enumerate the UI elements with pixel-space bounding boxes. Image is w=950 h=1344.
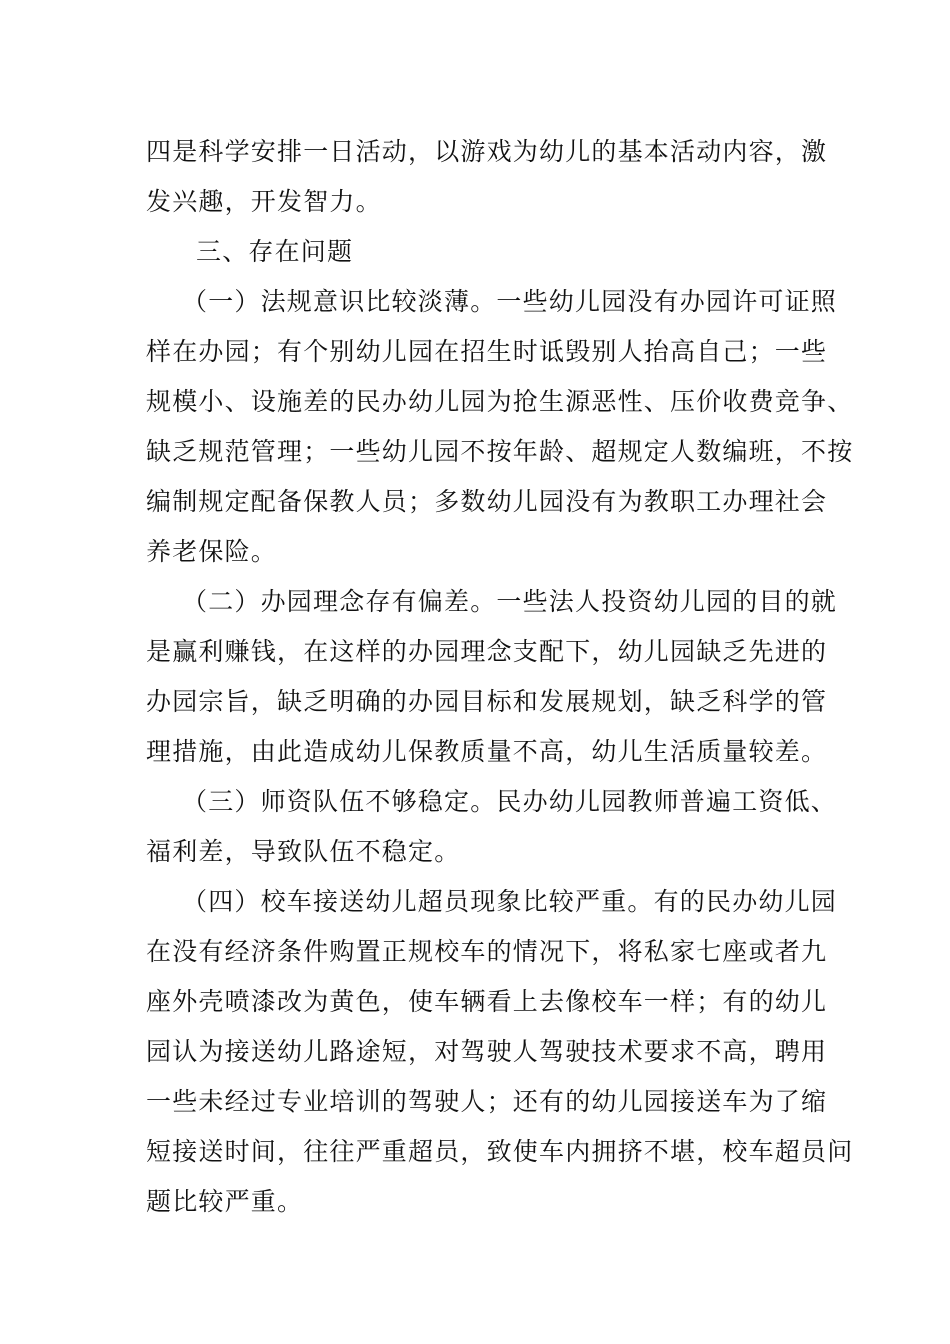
paragraph-line: （二）办园理念存有偏差。一些法人投资幼儿园的目的就 (182, 587, 838, 616)
paragraph-line: 福利差，导致队伍不稳定。 (146, 837, 461, 866)
section-heading: 三、存在问题 (196, 237, 354, 266)
paragraph-line: 在没有经济条件购置正规校车的情况下，将私家七座或者九 (146, 937, 828, 966)
paragraph-line: （四）校车接送幼儿超员现象比较严重。有的民办幼儿园 (182, 887, 838, 916)
paragraph-line: 规模小、设施差的民办幼儿园为抢生源恶性、压价收费竞争、 (146, 387, 854, 416)
paragraph-line: 样在办园；有个别幼儿园在招生时诋毁别人抬高自己；一些 (146, 337, 828, 366)
paragraph-line: 发兴趣，开发智力。 (146, 187, 382, 216)
paragraph-line: 一些未经过专业培训的驾驶人；还有的幼儿园接送车为了缩 (146, 1087, 828, 1116)
paragraph-line: 短接送时间，往往严重超员，致使车内拥挤不堪，校车超员问 (146, 1137, 854, 1166)
paragraph-line: 四是科学安排一日活动，以游戏为幼儿的基本活动内容，激 (146, 137, 828, 166)
paragraph-line: 缺乏规范管理；一些幼儿园不按年龄、超规定人数编班，不按 (146, 437, 854, 466)
paragraph-line: 题比较严重。 (146, 1187, 304, 1216)
paragraph-line: 办园宗旨，缺乏明确的办园目标和发展规划，缺乏科学的管 (146, 687, 828, 716)
paragraph-line: 座外壳喷漆改为黄色，使车辆看上去像校车一样；有的幼儿 (146, 987, 828, 1016)
paragraph-line: 理措施，由此造成幼儿保教质量不高，幼儿生活质量较差。 (146, 737, 828, 766)
paragraph-line: （一）法规意识比较淡薄。一些幼儿园没有办园许可证照 (182, 287, 838, 316)
paragraph-line: （三）师资队伍不够稳定。民办幼儿园教师普遍工资低、 (182, 787, 838, 816)
paragraph-line: 编制规定配备保教人员；多数幼儿园没有为教职工办理社会 (146, 487, 828, 516)
paragraph-line: 是赢利赚钱，在这样的办园理念支配下，幼儿园缺乏先进的 (146, 637, 828, 666)
paragraph-line: 养老保险。 (146, 537, 278, 566)
paragraph-line: 园认为接送幼儿路途短，对驾驶人驾驶技术要求不高，聘用 (146, 1037, 828, 1066)
